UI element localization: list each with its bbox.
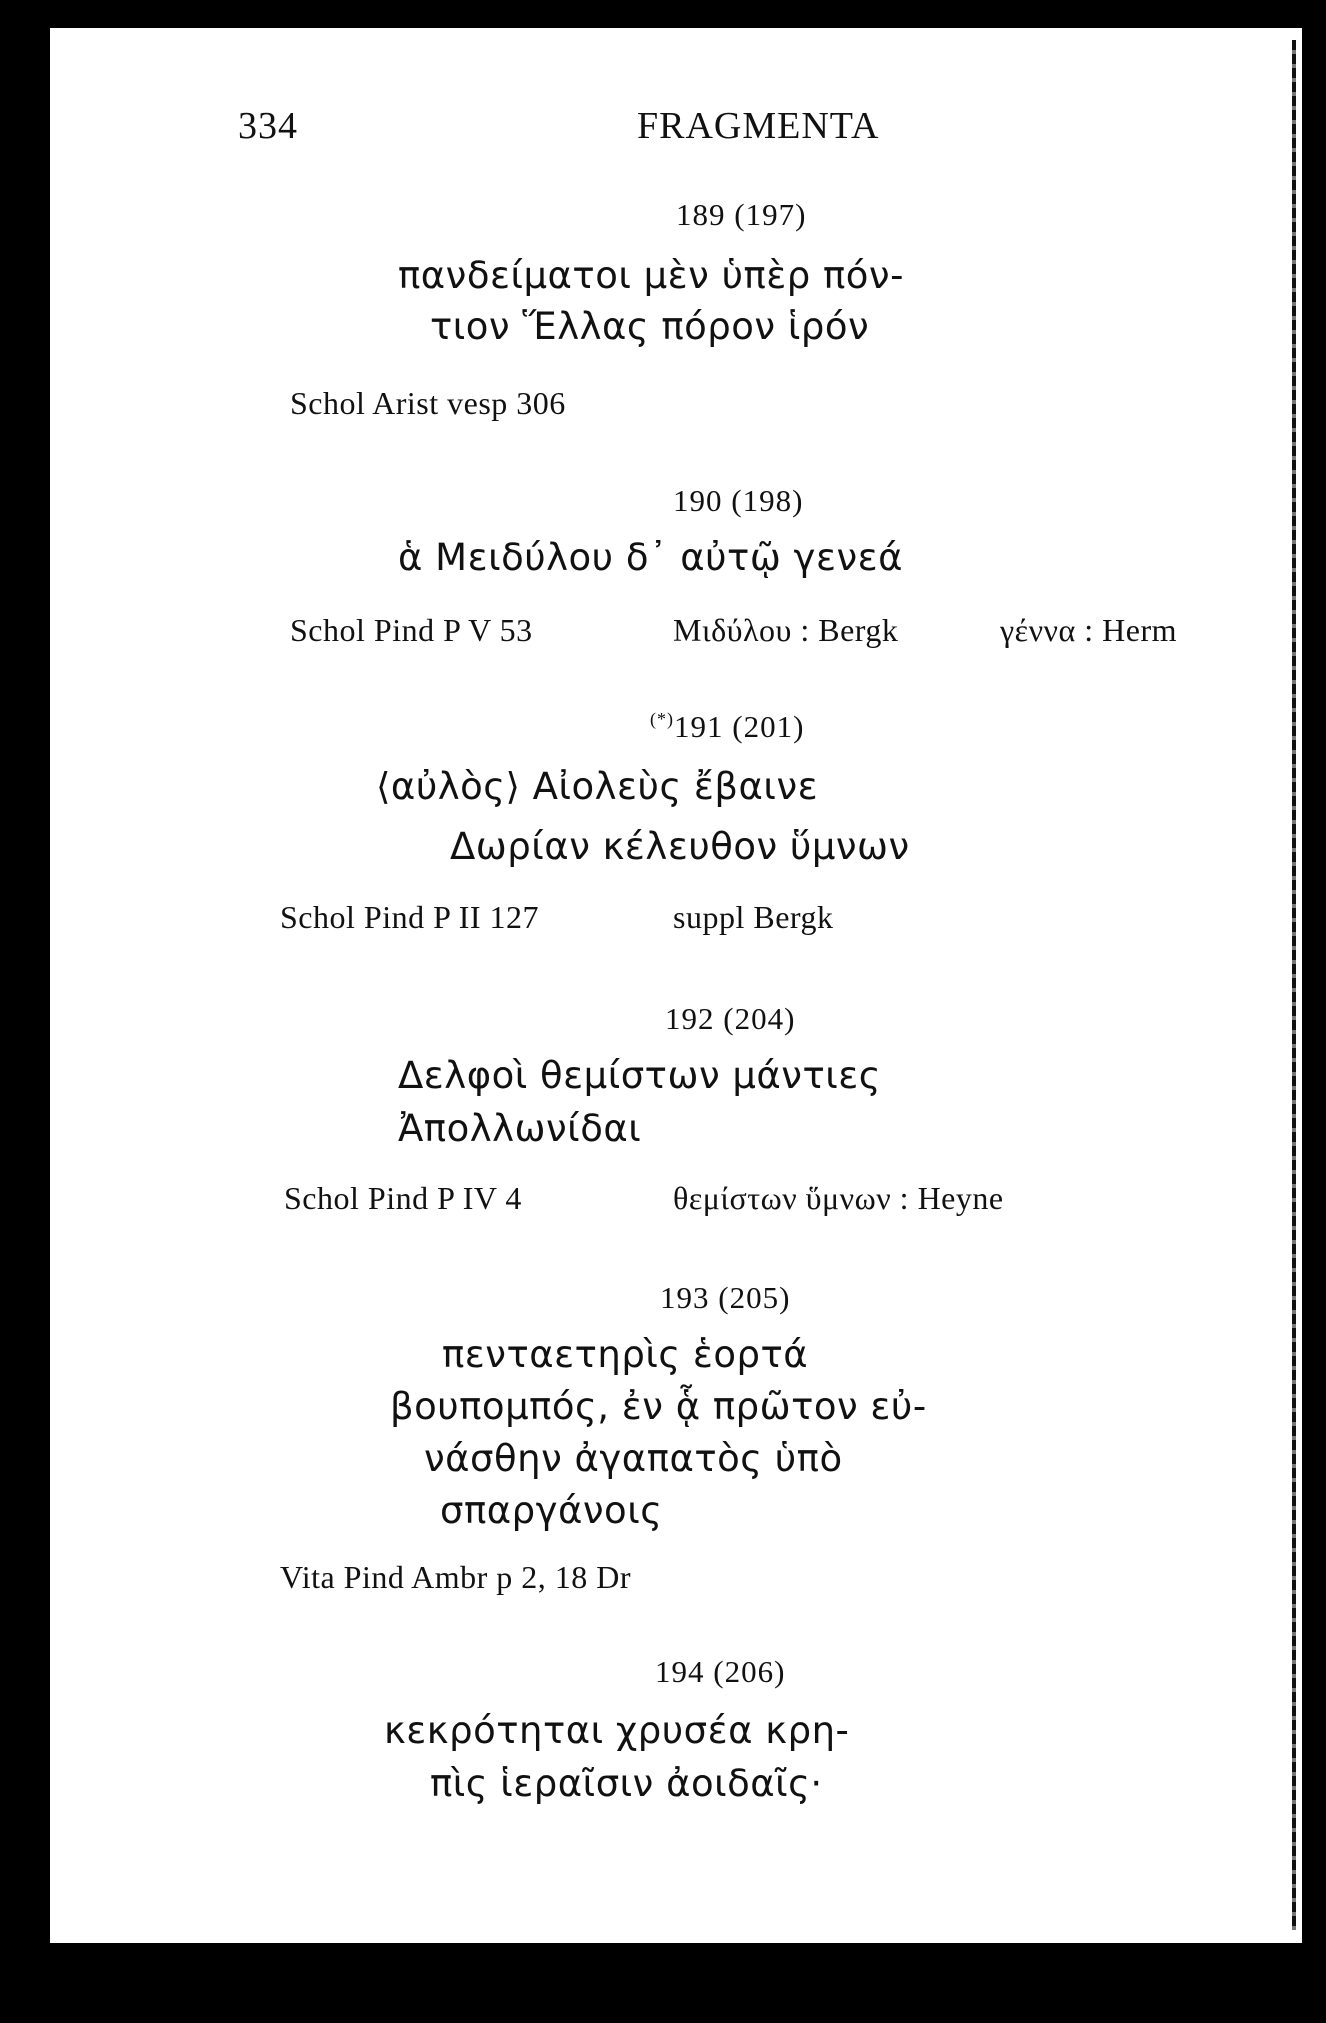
page-number: 334	[238, 105, 298, 147]
fragment-marker: (*)	[650, 709, 674, 729]
fragment-number: 193 (205)	[660, 1280, 791, 1315]
running-title: FRAGMENTA	[637, 105, 880, 147]
fragment-number: 189 (197)	[676, 197, 807, 232]
verse-line: ἁ Μειδύλου δ᾽ αὐτῷ γενεά	[398, 536, 904, 579]
apparatus-note: Μιδύλου : Bergk	[673, 612, 899, 648]
verse-line: Δελφοὶ θεμίστων μάντιες	[398, 1054, 881, 1097]
source-citation: Vita Pind Ambr p 2, 18 Dr	[280, 1559, 632, 1595]
fragment-number: 192 (204)	[665, 1001, 796, 1036]
verse-line: Δωρίαν κέλευθον ὕμνων	[450, 825, 910, 868]
apparatus-note: suppl Bergk	[673, 899, 834, 935]
verse-line: κεκρότηται χρυσέα κρη-	[384, 1709, 850, 1752]
fragment-number: 190 (198)	[673, 483, 804, 518]
verse-line: σπαργάνοις	[440, 1489, 663, 1532]
source-citation: Schol Arist vesp 306	[290, 385, 566, 421]
verse-line: Ἀπολλωνίδαι	[398, 1107, 642, 1150]
verse-line: νάσθην ἀγαπατὸς ὑπὸ	[424, 1437, 843, 1480]
verse-line: πὶς ἱεραῖσιν ἀοιδαῖς·	[430, 1762, 823, 1805]
verse-line: πενταετηρὶς ἑορτά	[442, 1333, 809, 1376]
verse-line: ⟨αὐλὸς⟩ Αἰολεὺς ἔβαινε	[376, 765, 819, 808]
fragment-number: 194 (206)	[655, 1654, 786, 1689]
fragment-number: (*)191 (201)	[650, 709, 805, 744]
verse-line: τιον Ἕλλας πόρον ἱρόν	[430, 305, 870, 348]
source-citation: Schol Pind P IV 4	[284, 1180, 522, 1216]
source-citation: Schol Pind P II 127	[280, 899, 539, 935]
source-citation: Schol Pind P V 53	[290, 612, 533, 648]
page-edge	[1292, 40, 1296, 1930]
apparatus-note: θεμίστων ὕμνων : Heyne	[673, 1180, 1004, 1216]
apparatus-note: γέννα : Herm	[1000, 612, 1178, 648]
verse-line: βουπομπός, ἐν ᾇ πρῶτον εὐ-	[390, 1385, 927, 1428]
verse-line: πανδείματοι μὲν ὑπὲρ πόν-	[398, 254, 904, 297]
